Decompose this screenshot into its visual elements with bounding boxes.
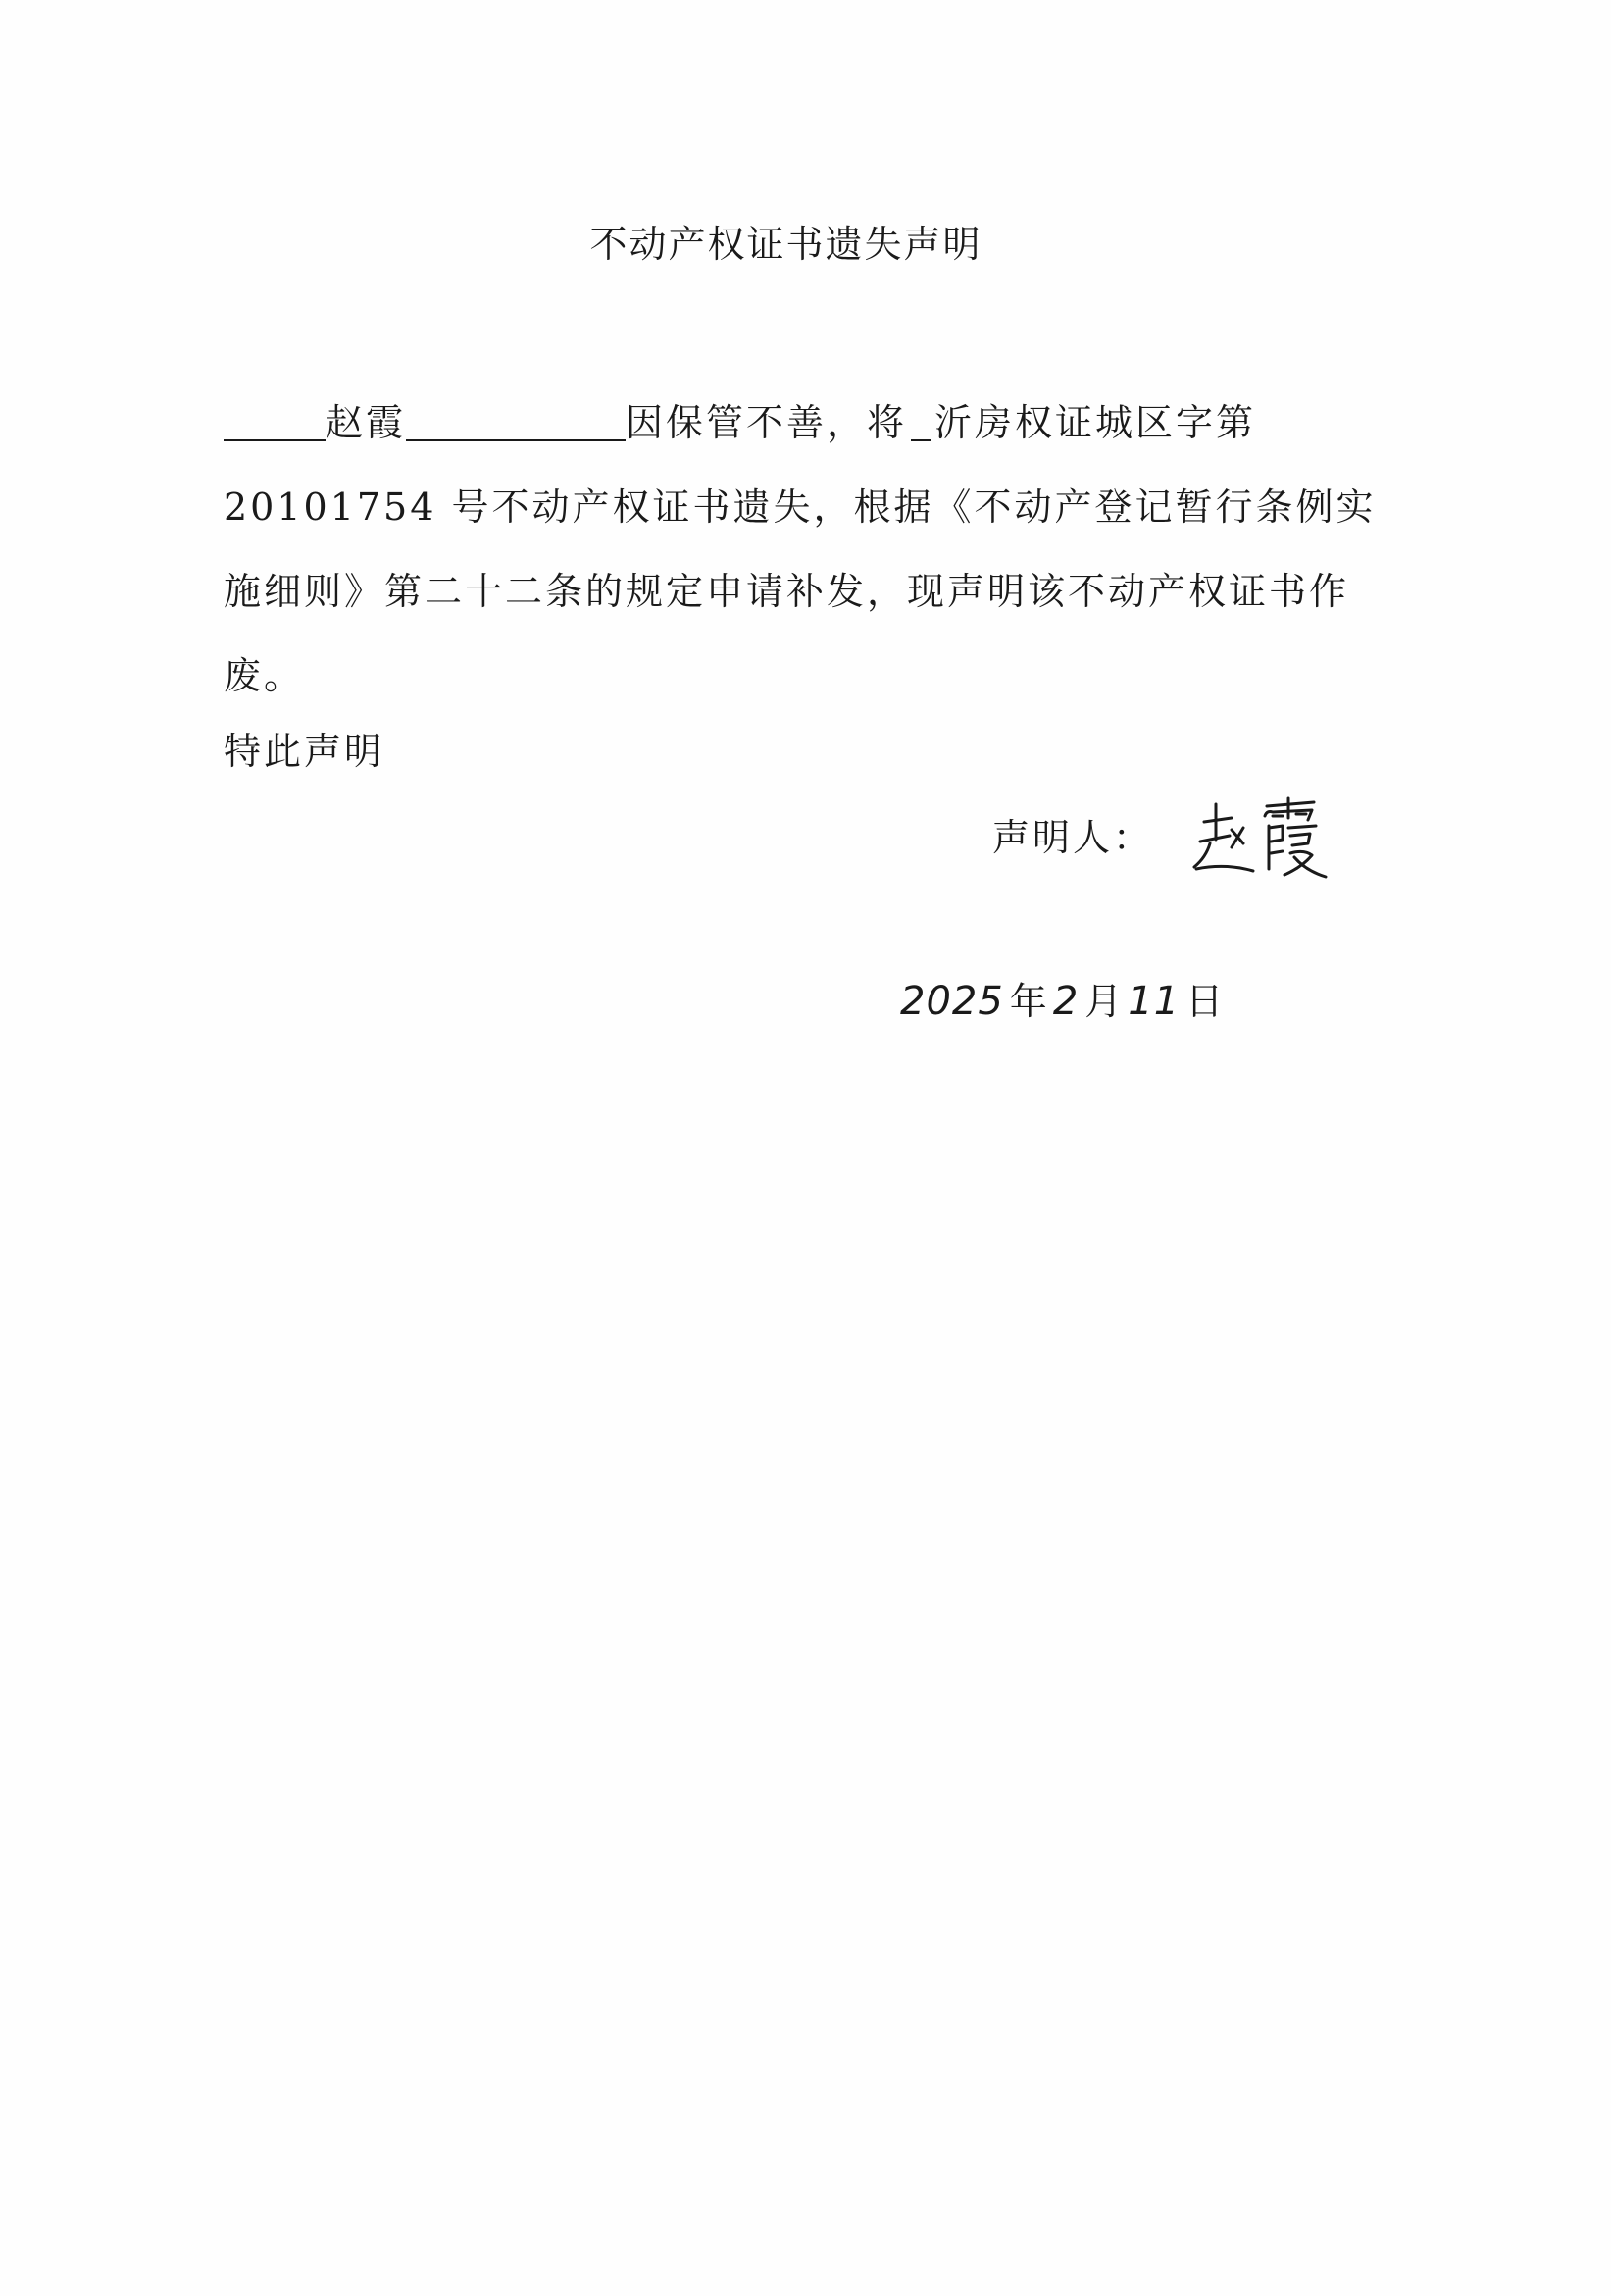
document-title: 不动产权证书遗失声明 [589, 223, 982, 266]
blank-underline [406, 400, 626, 441]
closing-text: 特此声明 [224, 730, 385, 773]
statement-line-1 [224, 381, 1349, 465]
owner-name: 赵霞 [326, 401, 407, 444]
handwritten-signature [1186, 785, 1334, 883]
statement-line-3: 施细则》第二十二条的规定申请补发，现声明该不动产权证书作 [224, 570, 1350, 613]
blank-underline [911, 400, 931, 441]
declarant-label: 声明人： [992, 816, 1154, 859]
blank-underline [224, 400, 326, 441]
date-day: 11 [1128, 979, 1181, 1024]
signing-date [900, 971, 1229, 1049]
date-year-unit: 年 [1009, 980, 1047, 1023]
date-month: 2 [1052, 979, 1080, 1024]
date-month-unit: 月 [1084, 980, 1123, 1023]
statement-line-4: 废。 [224, 654, 305, 697]
date-day-unit: 日 [1185, 980, 1224, 1023]
statement-text: 因保管不善，将 [626, 401, 908, 444]
statement-body [224, 381, 1377, 718]
certificate-prefix: 沂房权证城区字第 [934, 401, 1257, 444]
date-year: 2025 [900, 979, 1004, 1024]
statement-line-2: 20101754 号不动产权证书遗失，根据《不动产登记暂行条例实 [224, 485, 1377, 529]
